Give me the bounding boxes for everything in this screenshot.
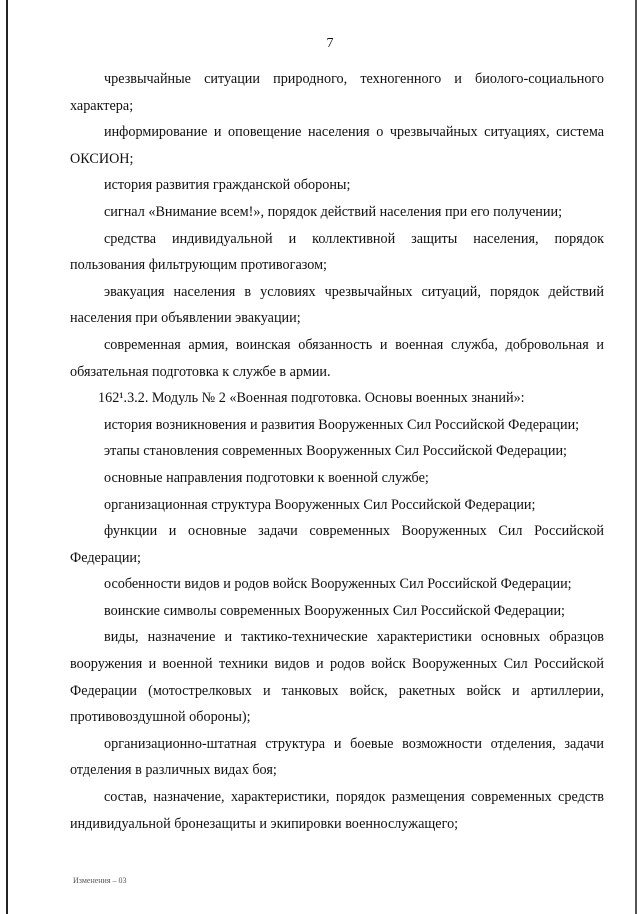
paragraph: эвакуация населения в условиях чрезвычайных ситуаций, порядок действий населения при объявлении эвакуации;	[70, 283, 604, 327]
paragraph: современная армия, воинская обязанность и военная служба, добровольная и обязательная подготовка к службе в армии.	[70, 336, 604, 380]
paragraph: сигнал «Внимание всем!», порядок действий населения при его получении;	[104, 203, 563, 220]
paragraph: основные направления подготовки к военной службе;	[104, 469, 429, 486]
revision-footer: Изменения – 03	[73, 876, 127, 885]
document-body	[70, 66, 604, 837]
paragraph: информирование и оповещение населения о чрезвычайных ситуациях, система ОКСИОН;	[70, 124, 604, 167]
paragraph: функции и основные задачи современных Вооруженных Сил Российской Федерации;	[70, 523, 604, 566]
paragraph: средства индивидуальной и коллективной защиты населения, порядок пользования фильтрующим противогазом;	[70, 230, 604, 274]
paragraph: организационно-штатная структура и боевые возможности отделения, задачи отделения в различных видах боя;	[70, 735, 604, 779]
paragraph: история возникновения и развития Вооруженных Сил Российской Федерации;	[104, 416, 580, 433]
page-right-edge	[635, 0, 637, 914]
paragraph: воинские символы современных Вооруженных Сил Российской Федерации;	[104, 602, 565, 619]
paragraph: виды, назначение и тактико-технические характеристики основных образцов вооружения и военной техники видов и родов войск Вооруженных Сил Российской Федерации (мотострелковых и танковых войск, ракетных войск и артиллерии, противовоздушной обороны);	[70, 629, 604, 726]
paragraph: чрезвычайные ситуации природного, техногенного и биолого-социального характера;	[70, 71, 604, 114]
paragraph: состав, назначение, характеристики, порядок размещения современных средств индивидуальной бронезащиты и экипировки военнослужащего;	[70, 789, 604, 832]
paragraph: история развития гражданской обороны;	[104, 177, 351, 194]
paragraph: особенности видов и родов войск Вооруженных Сил Российской Федерации;	[104, 576, 572, 593]
page-number: 7	[326, 36, 334, 51]
paragraph: организационная структура Вооруженных Сил Российской Федерации;	[104, 496, 536, 513]
paragraph: этапы становления современных Вооруженных Сил Российской Федерации;	[104, 443, 567, 460]
section-heading: 162¹.3.2. Модуль № 2 «Военная подготовка. Основы военных знаний»:	[98, 390, 525, 407]
page-left-edge	[6, 0, 8, 914]
